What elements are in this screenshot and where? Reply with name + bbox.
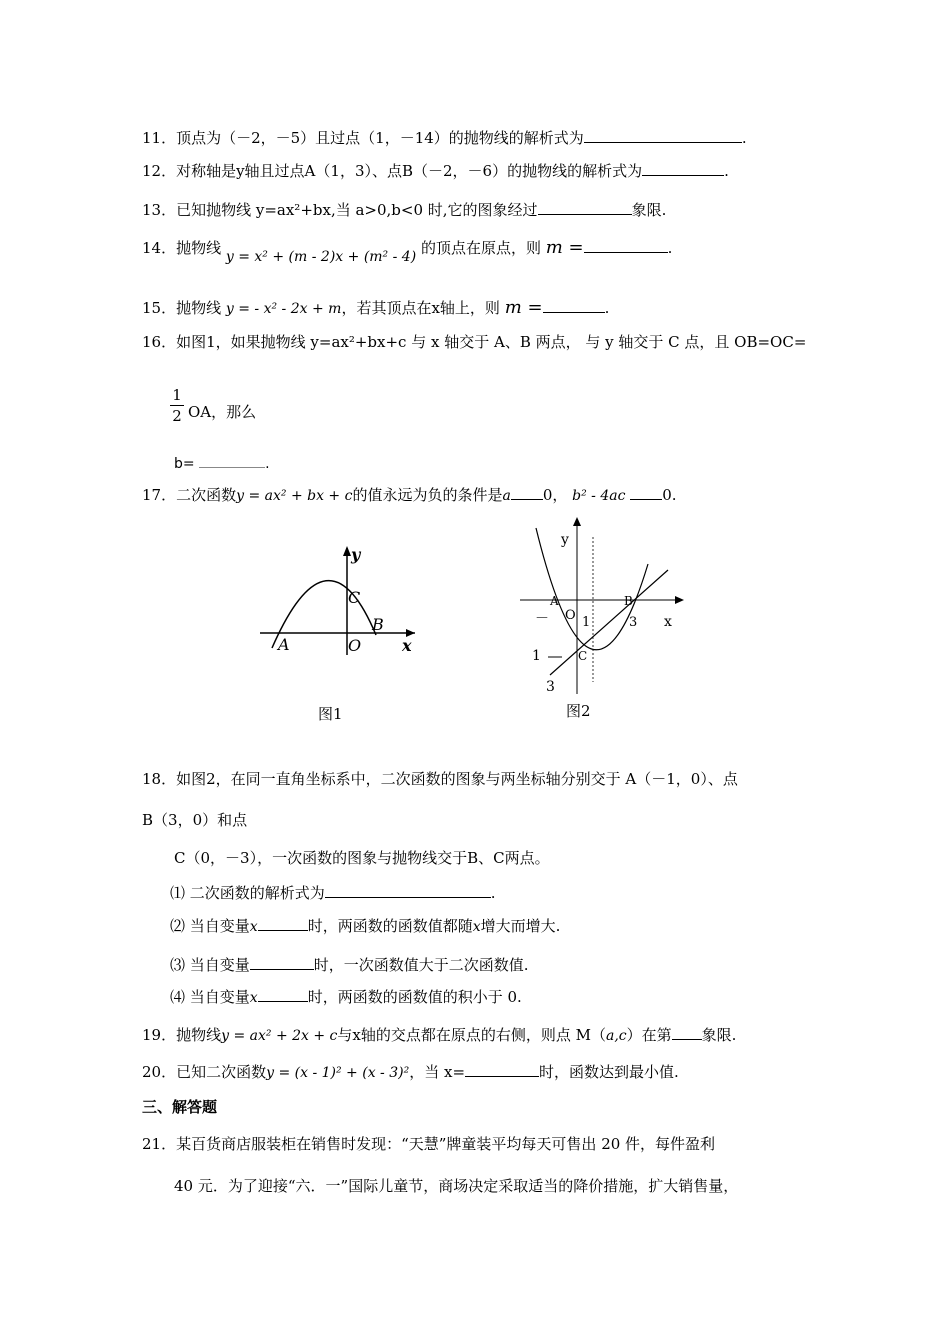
q16-after-fraction: OA，那么 bbox=[188, 403, 257, 421]
fig2-y-label: y bbox=[561, 532, 569, 548]
question-17: 17．二次函数y = ax² + bx + c的值永远为负的条件是a 0， b² - 4ac 0. bbox=[142, 486, 677, 504]
fig2-parabola bbox=[536, 528, 648, 650]
question-20: 20．已知二次函数y = (x - 1)² + (x - 3)²，当 x= 时，函数达到最小值. bbox=[142, 1063, 679, 1081]
q18-part-2: ⑵ 当自变量x 时，两函数的函数值都随x增大而增大. bbox=[170, 917, 561, 935]
fig2-C-label: C bbox=[578, 649, 588, 663]
fig2-caption: 图2 bbox=[566, 702, 591, 720]
q20-formula: y = (x - 1)² + (x - 3)² bbox=[266, 1065, 410, 1081]
q12-text: 12．对称轴是y轴且过点A（1，3）、点B（－2，－6）的抛物线的解析式为 bbox=[142, 162, 643, 180]
fig2-minus-label: － bbox=[535, 611, 549, 627]
fig1-y-label: y bbox=[351, 545, 361, 564]
question-15: 15．抛物线 y = - x² - 2x + m，若其顶点在x轴上，则 m = . bbox=[142, 297, 610, 318]
q18-part-4: ⑷ 当自变量x 时，两函数的函数值的积小于 0. bbox=[170, 988, 522, 1006]
q18-line-1: 18．如图2，在同一直角坐标系中，二次函数的图象与两坐标轴分别交于 A（－1，0）、点 bbox=[142, 770, 738, 788]
fig1-x-label: x bbox=[402, 636, 412, 655]
fig1-B-label: B bbox=[372, 615, 384, 634]
q20-blank[interactable] bbox=[465, 1061, 539, 1077]
section-3-heading: 三、解答题 bbox=[142, 1098, 218, 1116]
q18-line-2: B（3，0）和点 bbox=[142, 811, 248, 829]
fig2-B-label: B bbox=[624, 594, 633, 608]
q11-blank[interactable] bbox=[584, 127, 742, 143]
q19-formula: y = ax² + 2x + c bbox=[221, 1028, 338, 1044]
q14-blank[interactable] bbox=[584, 237, 668, 253]
q13-blank[interactable] bbox=[538, 199, 632, 215]
fig1-C-label: C bbox=[348, 588, 361, 607]
fig2-three-label: 3 bbox=[629, 615, 638, 630]
question-12: 12．对称轴是y轴且过点A（1，3）、点B（－2，－6）的抛物线的解析式为 . bbox=[142, 162, 729, 180]
fig1-A-label: A bbox=[278, 635, 290, 654]
q15-formula: y = - x² - 2x + m bbox=[225, 301, 342, 317]
q17-blank-2[interactable] bbox=[630, 484, 662, 500]
q13-text: 13．已知抛物线 y=ax²+bx,当 a>0,b<0 时,它的图象经过 bbox=[142, 201, 538, 219]
q18-p1-blank[interactable] bbox=[325, 882, 491, 898]
q17-blank-1[interactable] bbox=[511, 484, 543, 500]
q16-b-line: b= . bbox=[174, 452, 270, 474]
q16-text: 16．如图1，如果抛物线 y=ax²+bx+c 与 x 轴交于 A、B 两点， 与 y 轴交于 C 点，且 OB=OC= bbox=[142, 333, 807, 351]
fig2-one-label: 1 bbox=[582, 615, 591, 630]
question-19: 19．抛物线y = ax² + 2x + c与x轴的交点都在原点的右侧，则点 M（a,c）在第 象限. bbox=[142, 1026, 737, 1044]
q18-line-3: C（0，－3），一次函数的图象与抛物线交于B、C两点。 bbox=[174, 849, 550, 867]
q11-text: 11．顶点为（－2，－5）且过点（1，－14）的抛物线的解析式为 bbox=[142, 129, 584, 147]
question-14: 14．抛物线 y = x² + (m - 2)x + (m² - 4) 的顶点在原点，则 m = . bbox=[142, 237, 673, 265]
q15-blank[interactable] bbox=[543, 297, 605, 313]
fig2-neg3-label: 3 bbox=[546, 679, 555, 695]
q14-var: m = bbox=[545, 237, 584, 258]
q18-part-3: ⑶ 当自变量 时，一次函数值大于二次函数值. bbox=[170, 956, 529, 974]
fig1-y-arrow bbox=[343, 546, 351, 556]
fig2-y-arrow bbox=[573, 517, 581, 526]
q18-p4-blank[interactable] bbox=[258, 986, 308, 1002]
q15-var: m = bbox=[504, 297, 543, 318]
fig2-A-label: A bbox=[550, 594, 559, 608]
q21-line-2: 40 元．为了迎接“六．一”国际儿童节，商场决定采取适当的降价措施，扩大销售量， bbox=[174, 1177, 739, 1195]
fig1-caption: 图1 bbox=[318, 705, 343, 723]
figure-1 bbox=[250, 540, 420, 660]
q16-blank[interactable] bbox=[199, 452, 265, 468]
fig1-O-label: O bbox=[348, 636, 362, 655]
question-13: 13．已知抛物线 y=ax²+bx,当 a>0,b<0 时,它的图象经过 象限. bbox=[142, 201, 667, 219]
q21-line-1: 21．某百货商店服装柜在销售时发现：“天慧”牌童装平均每天可售出 20 件，每件盈利 bbox=[142, 1135, 716, 1153]
q16-fraction: 1 2 bbox=[170, 386, 184, 425]
figure-2 bbox=[520, 512, 700, 697]
q19-blank[interactable] bbox=[672, 1024, 702, 1040]
question-16 bbox=[142, 332, 806, 352]
fig2-neg1-label: 1 bbox=[532, 648, 541, 664]
q18-part-1: ⑴ 二次函数的解析式为 . bbox=[170, 884, 496, 902]
q17-formula: y = ax² + bx + c bbox=[236, 488, 353, 504]
q14-formula: y = x² + (m - 2)x + (m² - 4) bbox=[225, 249, 417, 265]
q18-p3-blank[interactable] bbox=[250, 954, 314, 970]
question-11: 11．顶点为（－2，－5）且过点（1，－14）的抛物线的解析式为 . bbox=[142, 129, 747, 147]
q12-blank[interactable] bbox=[642, 160, 724, 176]
q18-p2-blank[interactable] bbox=[258, 915, 308, 931]
fig2-x-arrow bbox=[675, 596, 684, 604]
fig2-x-label: x bbox=[664, 614, 672, 630]
fig2-O-label: O bbox=[565, 608, 576, 623]
